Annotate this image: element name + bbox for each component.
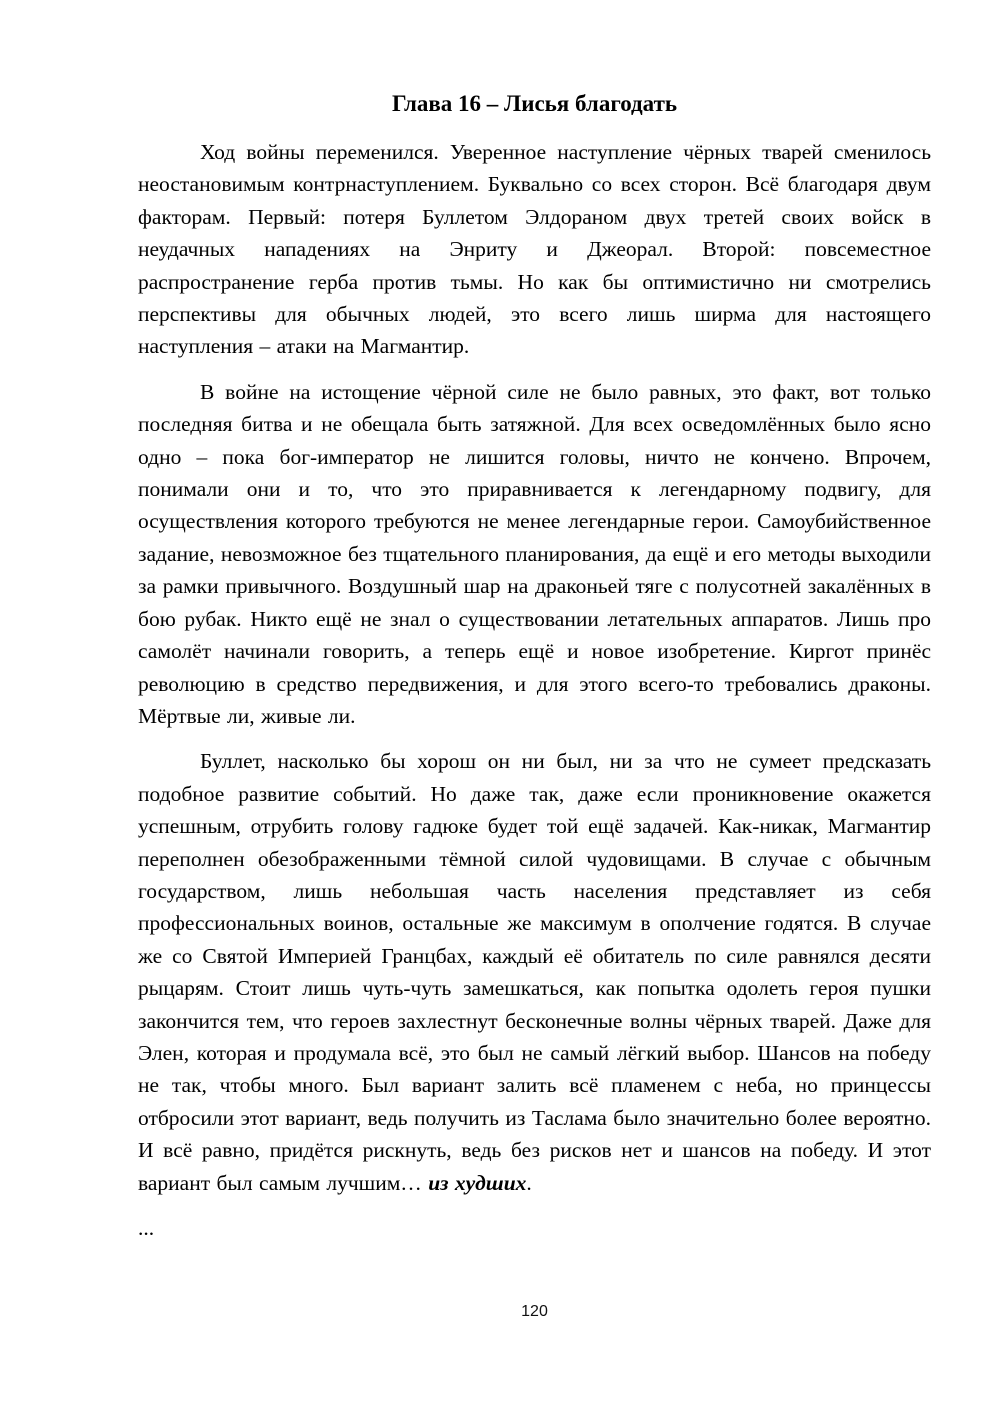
paragraph-3-period: . xyxy=(526,1170,532,1195)
body-text xyxy=(138,136,931,1244)
page-footer xyxy=(138,1303,931,1321)
paragraph-3-text: Буллет, насколько бы хорош он ни был, ни за что не сумеет предсказать подобное развитие событий. Но даже так, даже если проникновение окажется успешным, отрубить голову гадюке будет той ещё задачей. Как-никак, Магмантир переполнен обезображенными тёмной силой чудовищами. В случае с обычным государством, лишь небольшая часть населения представляет из себя профессиональных воинов, остальные же максимум в ополчение годятся. В случае же со Святой Империей Гранцбах, каждый её обитатель по силе равнялся десяти рыцарям. Стоит лишь чуть-чуть замешкаться, как попытка одолеть героя пушки закончится тем, что героев захлестнут бесконечные волны чёрных тварей. Даже для Элен, которая и продумала всё, это был не самый лёгкий выбор. Шансов на победу не так, чтобы много. Был вариант залить всё пламенем с неба, но принцессы отбросили этот вариант, ведь получить из Таслама было значительно более вероятно. И всё равно, придётся рискнуть, ведь без рисков нет и шансов на победу. И этот вариант был самым лучшим… xyxy=(138,749,931,1195)
chapter-title: Глава 16 – Лисья благодать xyxy=(391,91,678,116)
paragraph-3-emphasis: из худших xyxy=(428,1170,527,1195)
scene-break-ellipsis: ... xyxy=(138,1216,155,1240)
paragraph-1: Ход войны переменился. Уверенное наступление чёрных тварей сменилось неостановимым контрнаступлением. Буквально со всех сторон. Всё благодаря двум факторам. Первый: потеря Буллетом Элдораном двух третей своих войск в неудачных нападениях на Энриту и Джеорал. Второй: повсеместное распространение герба против тьмы. Но как бы оптимистично ни смотрелись перспективы для обычных людей, это всего лишь ширма для настоящего наступления – атаки на Магмантир. xyxy=(138,140,931,359)
paragraph-3 xyxy=(138,745,931,1199)
paragraph-2: В войне на истощение чёрной силе не было равных, это факт, вот только последняя битва и не обещала быть затяжной. Для всех осведомлённых было ясно одно – пока бог-император не лишится головы, ничто не кончено. Впрочем, понимали они и то, что это приравнивается к легендарному подвигу, для осуществления которого требуются не менее легендарные герои. Самоубийственное задание, невозможное без тщательного планирования, да ещё и его методы выходили за рамки привычного. Воздушный шар на драконьей тяге с полусотней закалённых в бою рубак. Никто ещё не знал о существовании летательных аппаратов. Лишь про самолёт начинали говорить, а теперь ещё и новое изобретение. Киргот принёс революцию в средство передвижения, и для этого всего-то требовались драконы. Мёртвые ли, живые ли. xyxy=(138,379,931,728)
page-content xyxy=(138,88,931,1244)
page-number: 120 xyxy=(521,1303,548,1320)
